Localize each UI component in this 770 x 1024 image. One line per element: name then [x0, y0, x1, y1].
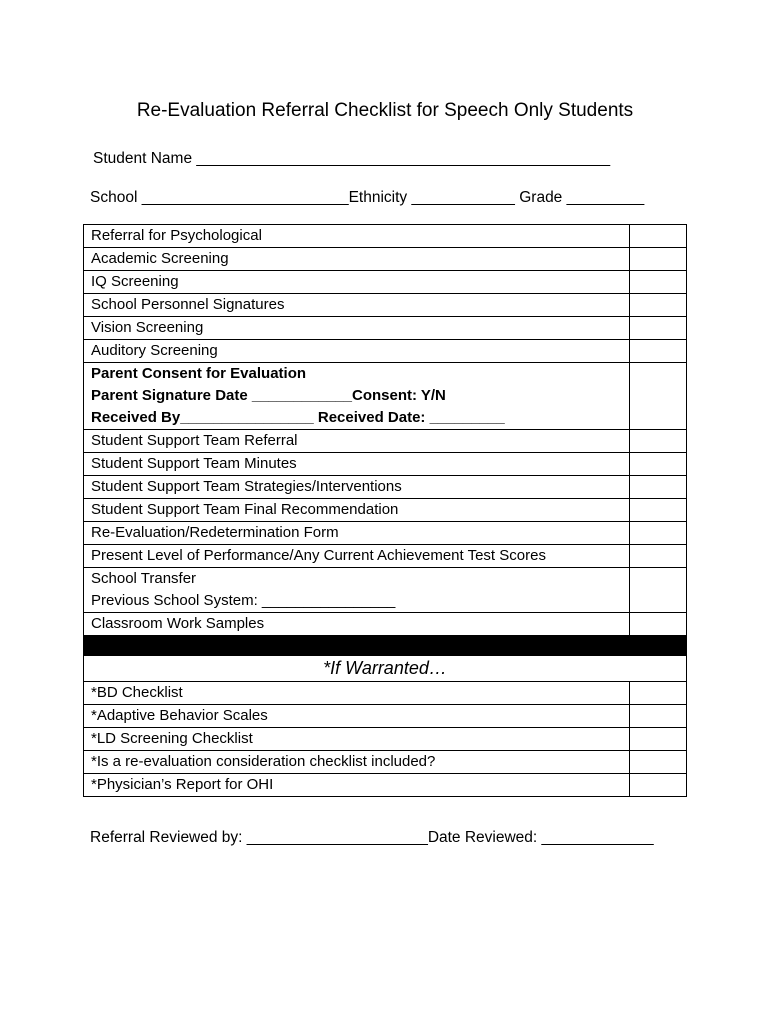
check-box[interactable] — [630, 294, 687, 317]
parent-signature-date-field[interactable]: Parent Signature Date ____________Consent: Y/N — [91, 387, 446, 404]
check-box[interactable] — [630, 522, 687, 545]
checklist-row — [84, 682, 687, 705]
checklist-row — [84, 705, 687, 728]
check-box[interactable] — [630, 705, 687, 728]
checklist-row — [84, 499, 687, 522]
checklist-row — [84, 522, 687, 545]
divider-bar — [84, 636, 687, 656]
item-label: *Physician’s Report for OHI — [84, 774, 630, 797]
transfer-row — [84, 568, 687, 613]
checklist-row — [84, 271, 687, 294]
checklist-row — [84, 728, 687, 751]
item-label: *BD Checklist — [84, 682, 630, 705]
item-label: Vision Screening — [84, 317, 630, 340]
student-name-field[interactable]: Student Name ________________________________________________ — [93, 150, 611, 167]
checklist-row — [84, 317, 687, 340]
consent-cell — [84, 363, 630, 430]
item-label: *LD Screening Checklist — [84, 728, 630, 751]
item-label: School Personnel Signatures — [84, 294, 630, 317]
item-label: Referral for Psychological — [84, 225, 630, 248]
check-box[interactable] — [630, 317, 687, 340]
check-box[interactable] — [630, 499, 687, 522]
item-label: IQ Screening — [84, 271, 630, 294]
check-box[interactable] — [630, 248, 687, 271]
item-label: *Adaptive Behavior Scales — [84, 705, 630, 728]
checklist-row — [84, 751, 687, 774]
check-box[interactable] — [630, 453, 687, 476]
previous-school-field[interactable]: Previous School System: ________________ — [91, 592, 396, 609]
check-box[interactable] — [630, 430, 687, 453]
checklist-table — [83, 224, 687, 797]
check-box[interactable] — [630, 728, 687, 751]
item-label: *Is a re-evaluation consideration checklist included? — [84, 751, 630, 774]
check-box[interactable] — [630, 476, 687, 499]
checklist-row — [84, 545, 687, 568]
item-label: Present Level of Performance/Any Current Achievement Test Scores — [84, 545, 630, 568]
checklist-row — [84, 294, 687, 317]
checklist-row — [84, 225, 687, 248]
checklist-row — [84, 248, 687, 271]
check-box[interactable] — [630, 545, 687, 568]
item-label: Student Support Team Referral — [84, 430, 630, 453]
consent-heading: Parent Consent for Evaluation — [91, 365, 307, 382]
item-label: Student Support Team Minutes — [84, 453, 630, 476]
check-box[interactable] — [630, 774, 687, 797]
school-ethnicity-grade-fields[interactable]: School ________________________Ethnicity ____________ Grade _________ — [90, 189, 645, 206]
checklist-row — [84, 340, 687, 363]
check-box[interactable] — [630, 363, 687, 430]
check-box[interactable] — [630, 751, 687, 774]
warranted-row — [84, 656, 687, 682]
consent-row — [84, 363, 687, 430]
received-by-field[interactable]: Received By________________ Received Date: _________ — [91, 409, 505, 426]
item-label: Student Support Team Final Recommendation — [84, 499, 630, 522]
referral-reviewed-fields[interactable]: Referral Reviewed by: _____________________Date Reviewed: _____________ — [90, 829, 654, 846]
checklist-row — [84, 613, 687, 636]
check-box[interactable] — [630, 613, 687, 636]
item-label: Re-Evaluation/Redetermination Form — [84, 522, 630, 545]
divider-cell — [630, 636, 687, 656]
check-box[interactable] — [630, 682, 687, 705]
divider-cell — [84, 636, 630, 656]
checklist-row — [84, 453, 687, 476]
item-label: Student Support Team Strategies/Interventions — [84, 476, 630, 499]
page-title: Re-Evaluation Referral Checklist for Speech Only Students — [136, 100, 634, 121]
check-box[interactable] — [630, 225, 687, 248]
item-label: Auditory Screening — [84, 340, 630, 363]
checklist-row — [84, 774, 687, 797]
check-box[interactable] — [630, 271, 687, 294]
checklist-row — [84, 476, 687, 499]
checklist-row — [84, 430, 687, 453]
item-label: Academic Screening — [84, 248, 630, 271]
transfer-heading: School Transfer — [91, 570, 197, 587]
transfer-cell — [84, 568, 630, 613]
item-label: Classroom Work Samples — [84, 613, 630, 636]
warranted-heading: *If Warranted… — [84, 656, 687, 682]
check-box[interactable] — [630, 568, 687, 613]
check-box[interactable] — [630, 340, 687, 363]
